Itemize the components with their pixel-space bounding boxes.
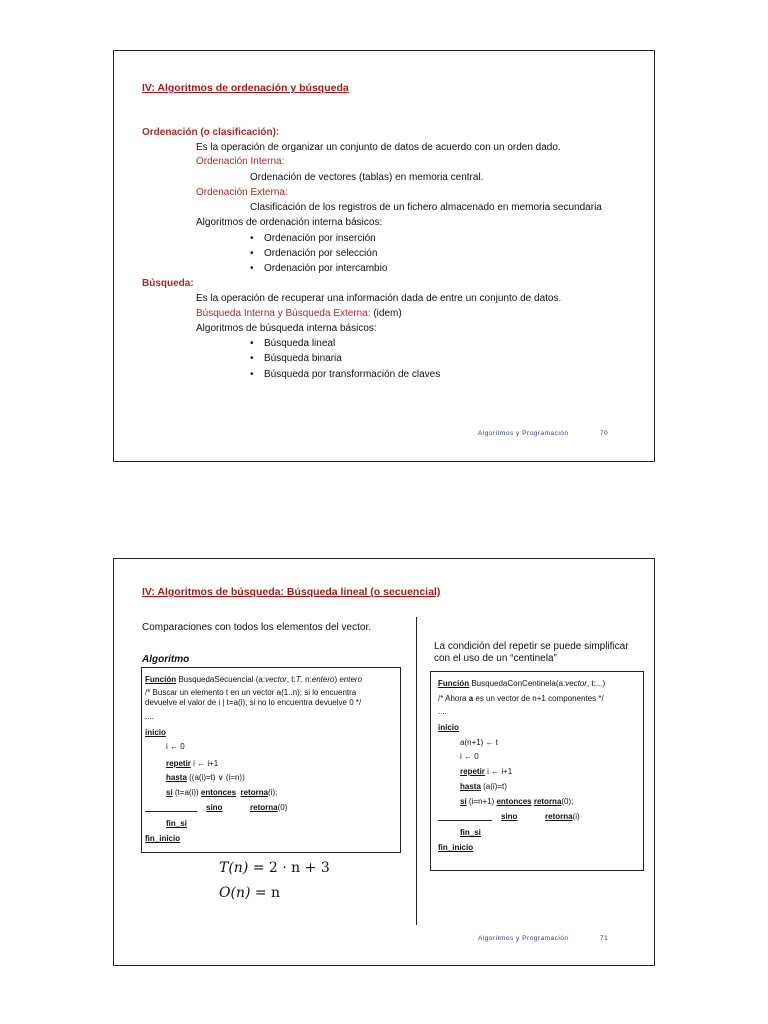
code-underline bbox=[438, 820, 492, 821]
code-retorna0: retorna(0) bbox=[250, 803, 288, 812]
code-sino: sino bbox=[501, 812, 518, 821]
ellipsis: .... bbox=[145, 712, 154, 721]
function-signature: Función BusquedaConCentinela(a:vector, t:...) bbox=[438, 679, 606, 688]
code-retorna-i: retorna(i) bbox=[545, 812, 580, 821]
interna-label: Ordenación Interna: bbox=[196, 156, 285, 167]
list-item: Ordenación por inserción bbox=[264, 233, 376, 244]
code-hasta: hasta ((a(i)=t) ∨ (i=n)) bbox=[166, 773, 245, 782]
slide-title: IV: Algoritmos de búsqueda: Búsqueda lineal (o secuencial) bbox=[142, 586, 441, 598]
comment-line: devuelve el valor de i | t=a(i); si no lo encuentra devuelve 0 */ bbox=[145, 698, 362, 707]
bullet-icon: • bbox=[250, 263, 254, 274]
bullet-icon: • bbox=[250, 338, 254, 349]
fin-si-keyword: fin_si bbox=[460, 828, 481, 837]
centinela-note-line1: La condición del repetir se puede simplificar bbox=[434, 641, 629, 652]
code-underline bbox=[145, 811, 197, 812]
busqueda-interna-externa bbox=[196, 308, 402, 320]
code-assign: i ← 0 bbox=[460, 752, 479, 761]
bullet-icon: • bbox=[250, 233, 254, 244]
centinela-note-line2: con el uso de un “centinela” bbox=[434, 653, 557, 664]
algoritmo-label: Algoritmo bbox=[142, 654, 190, 665]
slide-title: IV: Algoritmos de ordenación y búsqueda bbox=[142, 82, 349, 94]
code-sino: sino bbox=[206, 803, 223, 812]
fin-si-keyword: fin_si bbox=[166, 819, 187, 828]
page-number: 71 bbox=[600, 935, 609, 942]
page-number: 70 bbox=[600, 430, 609, 437]
ordenacion-heading: Ordenación (o clasificación): bbox=[142, 127, 280, 138]
list-item: Ordenación por selección bbox=[264, 248, 378, 259]
code-assign: i ← 0 bbox=[166, 742, 185, 751]
busqueda-centinela-box bbox=[430, 671, 644, 871]
fin-inicio-keyword: fin_inicio bbox=[438, 843, 474, 852]
column-divider bbox=[416, 617, 417, 925]
footer-course: Algoritmos y Programación bbox=[478, 430, 569, 437]
busqueda-heading: Búsqueda: bbox=[142, 278, 194, 289]
list-item: Búsqueda binaria bbox=[264, 353, 342, 364]
slide-70 bbox=[113, 50, 655, 462]
function-signature: Función BusquedaSecuencial (a:vector, t:T, n:entero) entero bbox=[145, 675, 363, 684]
algoritmos-busqueda-label: Algoritmos de búsqueda interna básicos: bbox=[196, 323, 377, 334]
list-item: Búsqueda por transformación de claves bbox=[264, 369, 441, 380]
busqueda-ie-value: (idem) bbox=[370, 308, 402, 319]
list-item: Ordenación por intercambio bbox=[264, 263, 388, 274]
complexity-formula-T: T(n) = 2 · n + 3 bbox=[219, 860, 330, 876]
fin-inicio-keyword: fin_inicio bbox=[145, 834, 181, 843]
ordenacion-description: Es la operación de organizar un conjunto de datos de acuerdo con un orden dado. bbox=[196, 142, 561, 153]
code-repetir: repetir i ← i+1 bbox=[460, 767, 513, 776]
footer-course: Algoritmos y Programación bbox=[478, 935, 569, 942]
bullet-icon: • bbox=[250, 248, 254, 259]
inicio-keyword: inicio bbox=[438, 723, 459, 732]
slide-71 bbox=[113, 558, 655, 966]
comment-line: /* Buscar un elemento t en un vector a(1..n); si lo encuentra bbox=[145, 688, 357, 697]
code-hasta: hasta (a(i)=t) bbox=[460, 782, 507, 791]
code-repetir: repetir i ← i+1 bbox=[166, 759, 219, 768]
busqueda-description: Es la operación de recuperar una información dada de entre un conjunto de datos. bbox=[196, 293, 562, 304]
interna-description: Ordenación de vectores (tablas) en memoria central. bbox=[250, 172, 484, 183]
code-si: si (t=a(i)) entonces retorna(i); bbox=[166, 788, 278, 797]
comparaciones-text: Comparaciones con todos los elementos del vector. bbox=[142, 622, 372, 633]
comment-line: /* Ahora a es un vector de n+1 componentes */ bbox=[438, 694, 604, 703]
code-si: si (i=n+1) entonces retorna(0); bbox=[460, 797, 574, 806]
bullet-icon: • bbox=[250, 353, 254, 364]
busqueda-secuencial-box bbox=[141, 667, 401, 853]
externa-description: Clasificación de los registros de un fichero almacenado en memoria secundaria bbox=[250, 202, 602, 213]
inicio-keyword: inicio bbox=[145, 728, 166, 737]
list-item: Búsqueda lineal bbox=[264, 338, 336, 349]
complexity-formula-O: O(n) = n bbox=[219, 885, 281, 901]
externa-label: Ordenación Externa: bbox=[196, 187, 288, 198]
code-assign-centinela: a(n+1) ← t bbox=[460, 738, 499, 747]
bullet-icon: • bbox=[250, 369, 254, 380]
algoritmos-ordenacion-label: Algoritmos de ordenación interna básicos: bbox=[196, 217, 383, 228]
busqueda-ie-label: Búsqueda Interna y Búsqueda Externa: bbox=[196, 308, 371, 319]
ellipsis: .... bbox=[438, 707, 447, 716]
